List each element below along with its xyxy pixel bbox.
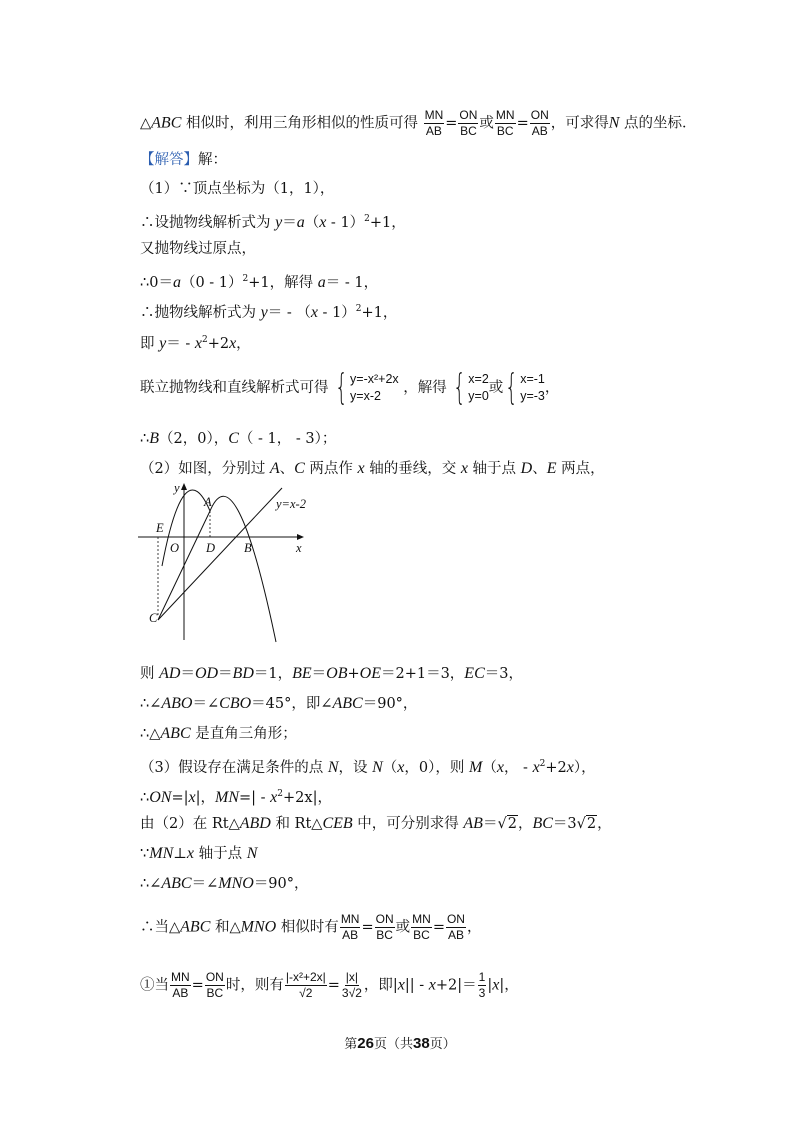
label-y: y <box>174 481 180 495</box>
step-19: ①当 $\frac{MN}{AB}$ = $\frac{ON}{BC}$ 时，则有 $\frac{\text{|-x²+2x|}}{√2}$ = $\frac{|x|}{3√2}$ ，即|x|| - x+2|＝ $\frac{1}{3}$ |x|， <box>140 970 519 1000</box>
step-7-system: 联立抛物线和直线解析式可得 { y=-x²+2x y=x-2 ，解得 { x=2 y=0 或 { x=-1 y=-3 ， <box>140 367 560 408</box>
step-15: 由（2）在 Rt△ABD 和 Rt△CEB 中，可分别求得 AB＝√2，BC＝3√2， <box>140 815 612 832</box>
fraction: $\frac{ON}{BC}$ <box>205 970 224 1000</box>
sqrt: √2 <box>497 816 517 832</box>
step-9: （2）如图，分别过 A、C 两点作 x 轴的垂线，交 x 轴于点 D、E 两点， <box>140 460 605 477</box>
label-B: B <box>244 541 252 555</box>
label-line: y=x-2 <box>276 497 306 511</box>
step-4: ∴0＝a（0 - 1）$^2$+1，解得 a＝ - 1， <box>140 274 379 291</box>
label-A: A <box>204 495 212 509</box>
step-2: ∴设抛物线解析式为 y＝a（x - 1）$^2$+1， <box>140 214 406 231</box>
fraction: $\frac{MN}{AB}$ <box>340 912 360 942</box>
solution-1: { x=2 y=0 <box>453 367 489 408</box>
answer-tag: 【解答】 <box>140 152 198 168</box>
fraction: $\frac{MN}{AB}$ <box>171 970 190 1000</box>
fraction: $\frac{MN}{AB}$ <box>424 108 444 138</box>
step-17: ∴∠ABC＝∠MNO＝90°， <box>140 875 309 892</box>
step-18: ∴当△ABC 和△MNO 相似时有 $\frac{MN}{AB}$ = $\frac{ON}{BC}$ 或 $\frac{MN}{BC}$ = $\frac{ON}{AB}$ ， <box>140 912 482 942</box>
fraction: $\frac{MN}{BC}$ <box>495 108 515 138</box>
intro-line: △ABC 相似时，利用三角形相似的性质可得 $\frac{MN}{AB}$ = $\frac{ON}{BC}$ 或 $\frac{MN}{BC}$ = $\frac{ON}{AB}$ ，可求得N 点的坐标． <box>140 108 697 138</box>
label-C: C <box>149 611 158 625</box>
step-5: ∴抛物线解析式为 y＝ - （x - 1）$^2$+1， <box>140 304 398 321</box>
step-3: 又抛物线过原点， <box>140 241 256 257</box>
solution-2: { x=-1 y=-3 <box>505 367 545 408</box>
fraction: $\frac{MN}{BC}$ <box>412 912 431 942</box>
fraction: $\frac{1}{3}$ <box>478 970 486 1000</box>
label-O: O <box>170 541 180 555</box>
label-x: x <box>296 541 302 555</box>
step-13: （3）假设存在满足条件的点 N，设 N（x，0），则 M（x， - $x^2+2x$）， <box>140 759 596 776</box>
label-E: E <box>156 521 164 535</box>
step-11: ∴∠ABO＝∠CBO＝45°，即∠ABC＝90°， <box>140 695 418 712</box>
fraction: $\frac{\text{|-x²+2x|}}{√2}$ <box>285 970 326 1000</box>
page-footer: 第26页（共38页） <box>344 1035 456 1052</box>
sqrt: √2 <box>576 816 597 832</box>
fraction: $\frac{ON}{AB}$ <box>530 108 549 138</box>
page-total: 38 <box>413 1035 430 1052</box>
equation-system: { y=-x²+2x y=x-2 <box>335 367 399 408</box>
step-10: 则 AD＝OD＝BD＝1，BE＝OB+OE＝2+1＝3，EC＝3， <box>140 665 523 682</box>
fraction: $\frac{|x|}{3√2}$ <box>341 970 362 1000</box>
y-axis-arrow <box>181 483 187 490</box>
label-D: D <box>206 541 216 555</box>
x-axis-arrow <box>297 534 304 540</box>
step-16: ∵MN⊥x 轴于点 N <box>140 845 258 862</box>
answer-heading: 【解答】解： <box>140 152 227 168</box>
fraction: $\frac{ON}{AB}$ <box>446 912 465 942</box>
parabola-figure <box>136 480 316 645</box>
fraction: $\frac{ON}{BC}$ <box>375 912 394 942</box>
fraction: $\frac{ON}{BC}$ <box>459 108 478 138</box>
step-6: 即 $y= - x^2+2x$， <box>140 335 251 352</box>
step-8: ∴B（2，0），C（ - 1， - 3）； <box>140 430 337 447</box>
step-12: ∴△ABC 是直角三角形； <box>140 725 297 742</box>
step-1: （1）∵顶点坐标为（1，1）， <box>140 181 335 197</box>
page-number: 26 <box>357 1035 374 1052</box>
step-14: ∴ON=|x|，$MN=| - x^2+2x|$， <box>140 789 332 806</box>
